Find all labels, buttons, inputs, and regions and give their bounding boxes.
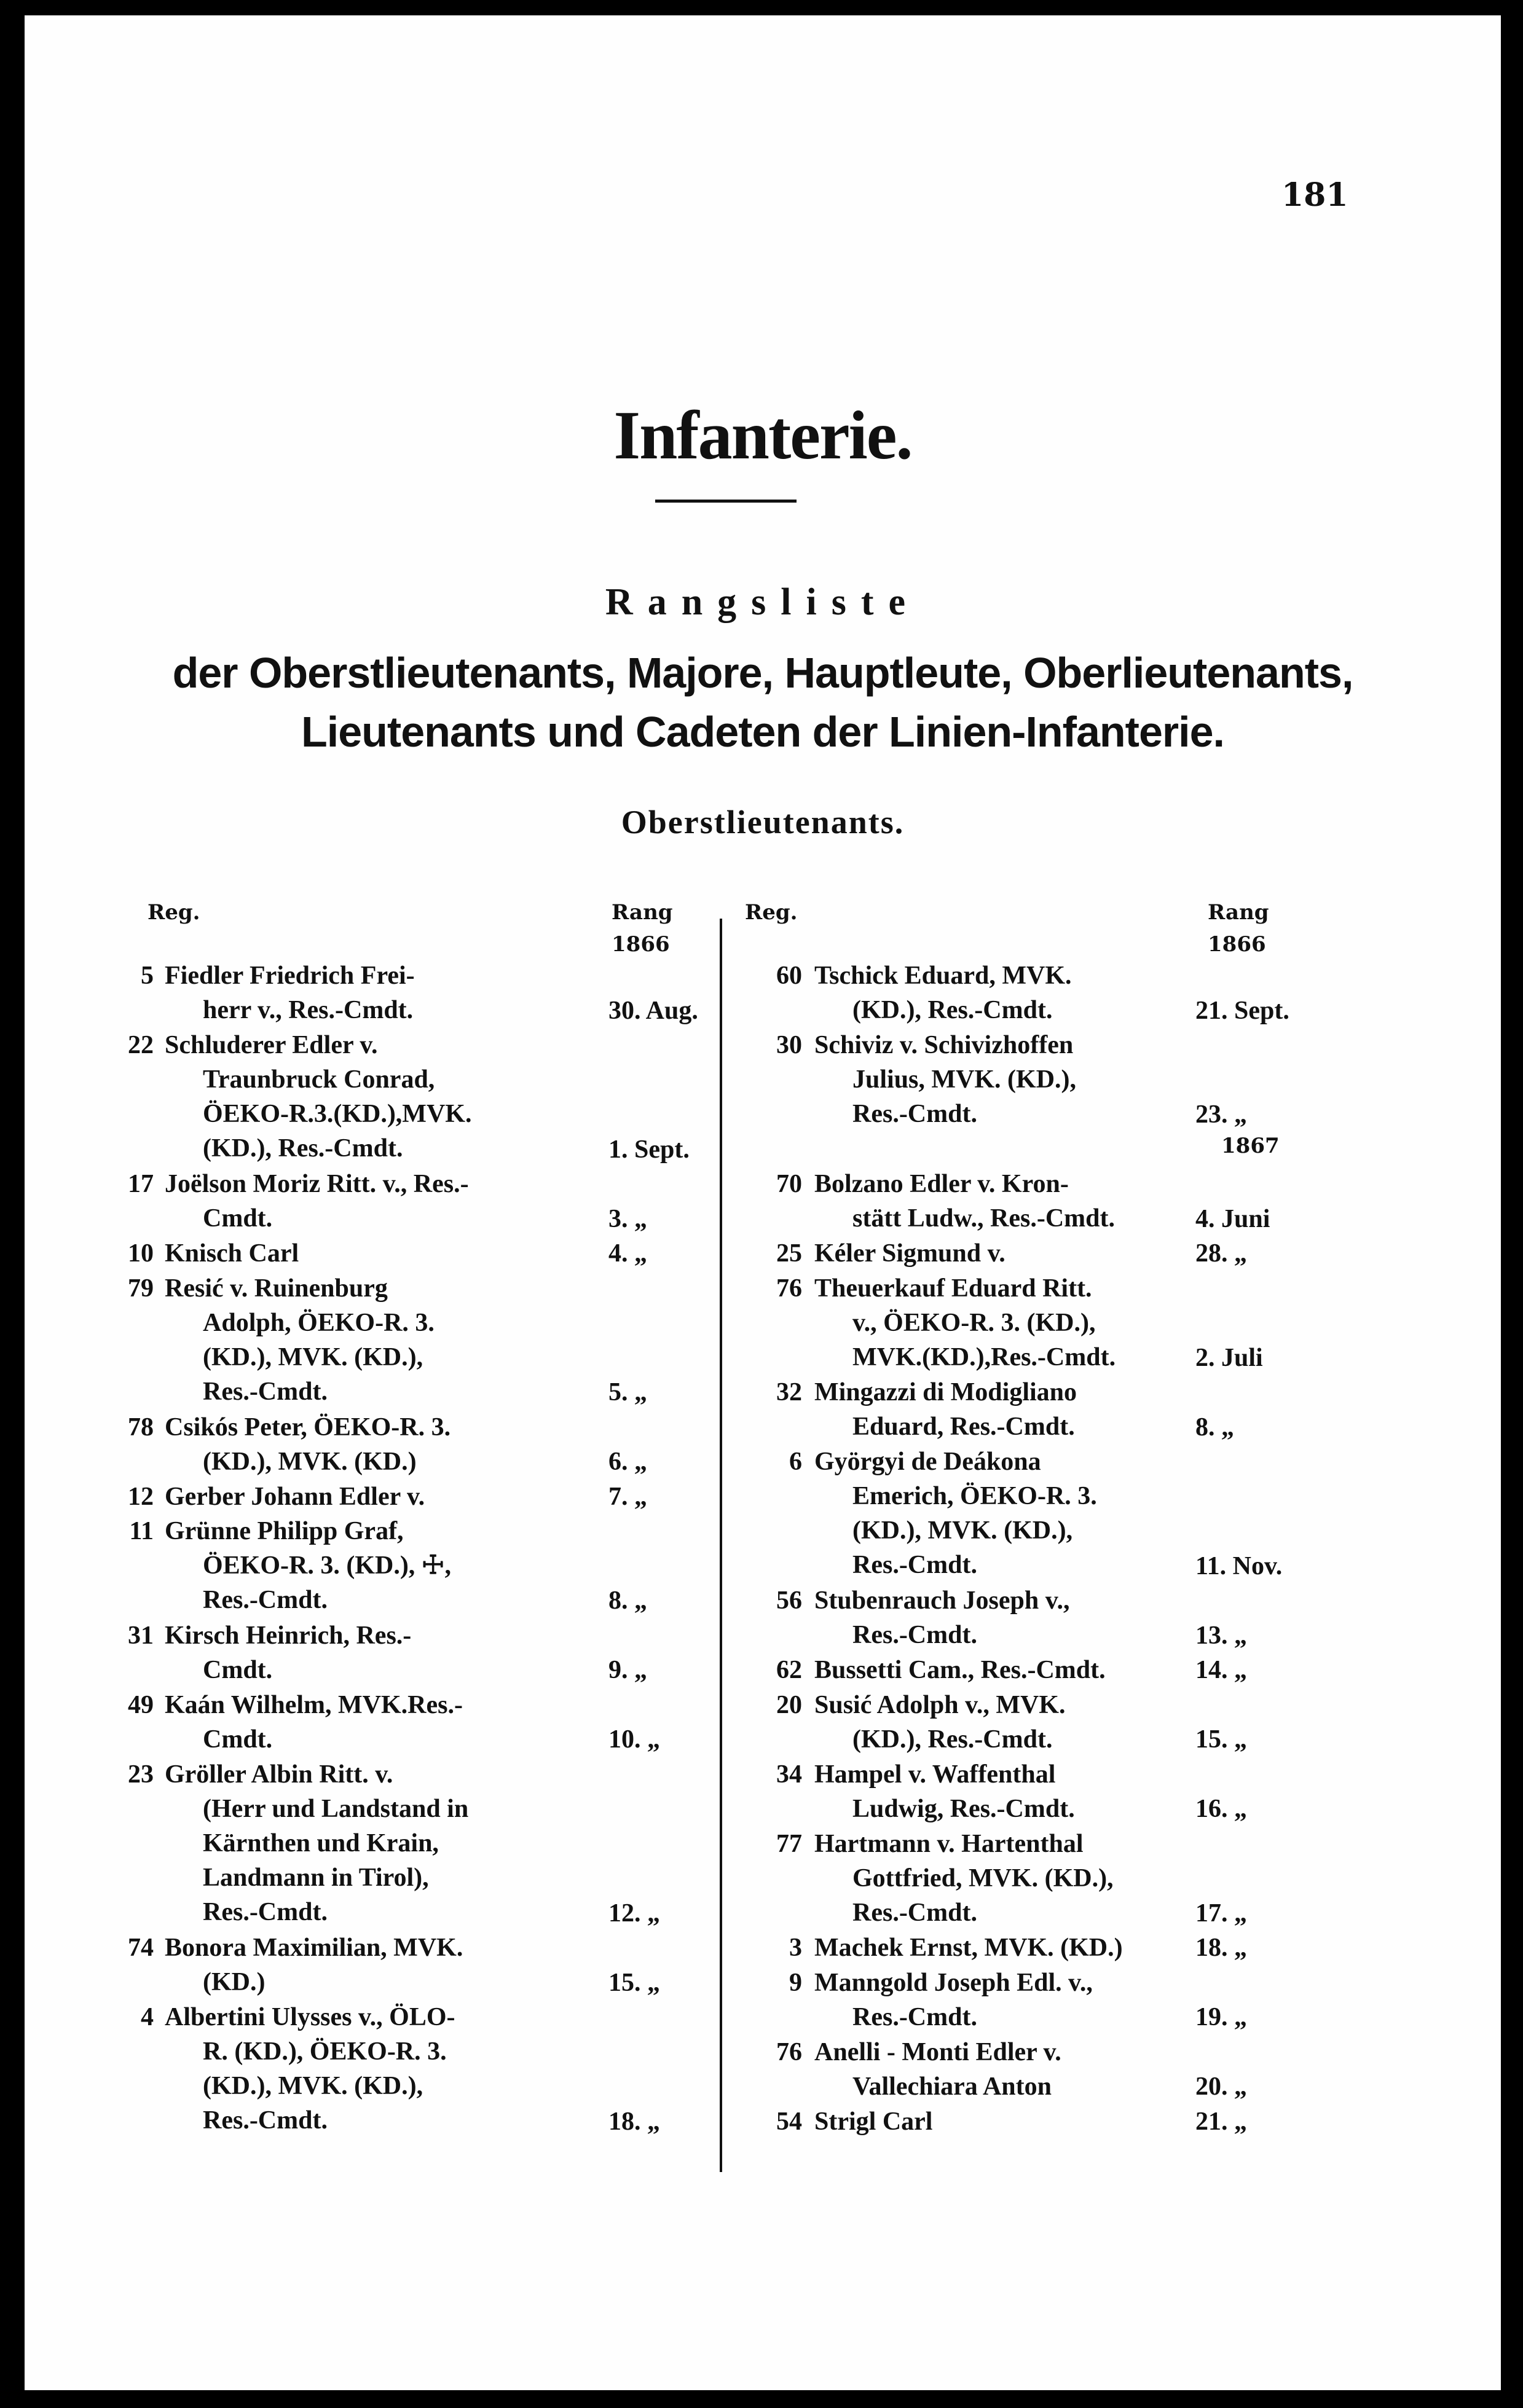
- entry-rank: 21. „: [1195, 2107, 1247, 2136]
- entry-line: Emerich, ÖEKO-R. 3.: [852, 1482, 1097, 1510]
- entry-line: herr v., Res.-Cmdt.: [203, 996, 414, 1024]
- right-rang-header: Rang: [1208, 900, 1269, 925]
- entry-line: Adolph, ÖEKO-R. 3.: [203, 1308, 435, 1337]
- entry-line: Anelli - Monti Edler v.: [814, 2037, 1061, 2066]
- entry-reg: 77: [776, 1829, 802, 1858]
- entry-line: Bussetti Cam., Res.-Cmdt.: [814, 1656, 1106, 1684]
- entry-rank: 15. „: [608, 1968, 660, 1997]
- entry-line: (KD.), Res.-Cmdt.: [852, 1725, 1053, 1754]
- entry-text: [165, 959, 415, 1027]
- entry-line: MVK.(KD.),Res.-Cmdt.: [852, 1343, 1116, 1371]
- entry-text: [814, 1028, 1076, 1131]
- entry-reg: 23: [128, 1760, 154, 1789]
- entry-line: Grünne Philipp Graf,: [165, 1517, 404, 1545]
- entry-reg: 12: [128, 1482, 154, 1511]
- entry-line: Cmdt.: [203, 1204, 273, 1233]
- entry-text: [814, 1688, 1065, 1757]
- entry-text: [165, 1410, 451, 1479]
- entry-rank: 28. „: [1195, 1239, 1247, 1268]
- entry-line: Tschick Eduard, MVK.: [814, 962, 1072, 990]
- entry-line: Fiedler Friedrich Frei-: [165, 962, 415, 990]
- entry-line: Gerber Johann Edler v.: [165, 1482, 425, 1511]
- subtitle-line: Lieutenants und Cadeten der Linien-Infanterie.: [301, 708, 1224, 756]
- entry-rank: 12. „: [608, 1899, 660, 1928]
- entry-reg: 4: [141, 2003, 154, 2031]
- entry-line: Mingazzi di Modigliano: [814, 1378, 1077, 1406]
- entry-reg: 3: [789, 1934, 802, 1962]
- entry-text: [165, 1271, 435, 1409]
- entry-line: (KD.), MVK. (KD.),: [852, 1516, 1073, 1545]
- entry-reg: 74: [128, 1934, 154, 1962]
- entry-line: Csikós Peter, ÖEKO-R. 3.: [165, 1413, 451, 1441]
- entry-rank: 6. „: [608, 1448, 647, 1476]
- entry-rank: 14. „: [1195, 1656, 1247, 1684]
- entry-reg: 76: [776, 1274, 802, 1303]
- entry-rank: 4. Juni: [1195, 1204, 1270, 1233]
- entry-line: Strigl Carl: [814, 2107, 933, 2136]
- entry-line: Res.-Cmdt.: [203, 2106, 328, 2135]
- heading: Rangsliste: [605, 581, 921, 623]
- entry-line: Resić v. Ruinenburg: [165, 1274, 388, 1303]
- entry-rank: 13. „: [1195, 1621, 1247, 1650]
- page-number: 181: [1281, 176, 1348, 214]
- entry-text: [814, 1966, 1093, 2034]
- entry-rank: 21. Sept.: [1195, 996, 1289, 1025]
- entry-reg: 5: [141, 962, 154, 990]
- entry-text: [165, 1618, 411, 1687]
- entry-rank: 30. Aug.: [608, 996, 698, 1025]
- entry-line: Gottfried, MVK. (KD.),: [852, 1864, 1114, 1892]
- entry-line: Res.-Cmdt.: [203, 1897, 328, 1926]
- entry-reg: 6: [789, 1448, 802, 1476]
- entry-rank: 7. „: [608, 1482, 647, 1511]
- entry-line: Schluderer Edler v.: [165, 1031, 378, 1059]
- entry-line: Machek Ernst, MVK. (KD.): [814, 1934, 1123, 1962]
- entry-text: [165, 1514, 451, 1617]
- entry-rank: 18. „: [1195, 1934, 1247, 1962]
- entry-line: Traunbruck Conrad,: [203, 1065, 435, 1094]
- page-title: Infanterie.: [613, 398, 912, 474]
- subtitle-line: der Oberstlieutenants, Majore, Hauptleute, Oberlieutenants,: [172, 649, 1353, 697]
- entry-text: [814, 1236, 1005, 1271]
- entry-line: Res.-Cmdt.: [852, 1551, 977, 1579]
- entry-rank: 1. Sept.: [608, 1135, 690, 1164]
- entry-line: Györgyi de Deákona: [814, 1448, 1041, 1476]
- entry-line: Hartmann v. Hartenthal: [814, 1829, 1084, 1858]
- entry-line: stätt Ludw., Res.-Cmdt.: [852, 1204, 1116, 1233]
- entry-line: ÖEKO-R.3.(KD.),MVK.: [203, 1100, 472, 1128]
- entry-line: (KD.), Res.-Cmdt.: [852, 996, 1053, 1024]
- entry-reg: 54: [776, 2107, 802, 2136]
- entry-line: Res.-Cmdt.: [852, 1898, 977, 1927]
- entry-rank: 11. Nov.: [1195, 1551, 1283, 1580]
- entry-text: [814, 1583, 1069, 1652]
- entry-text: [814, 1445, 1097, 1582]
- entry-reg: 32: [776, 1378, 802, 1406]
- entry-line: Knisch Carl: [165, 1239, 299, 1268]
- entry-line: Kärnthen und Krain,: [203, 1829, 439, 1857]
- entry-line: Vallechiara Anton: [852, 2072, 1052, 2101]
- entry-reg: 11: [129, 1517, 154, 1545]
- entry-text: [814, 1271, 1116, 1375]
- entry-text: [165, 1167, 469, 1236]
- entry-line: Theuerkauf Eduard Ritt.: [814, 1274, 1092, 1303]
- entry-line: Kaán Wilhelm, MVK.Res.-: [165, 1690, 463, 1719]
- entry-rank: 18. „: [608, 2107, 660, 2136]
- entry-reg: 10: [128, 1239, 154, 1268]
- entry-line: (Herr und Landstand in: [203, 1794, 469, 1823]
- entry-text: [814, 959, 1072, 1027]
- entry-text: [814, 1167, 1115, 1236]
- entry-line: Res.-Cmdt.: [852, 1100, 977, 1128]
- entry-line: Bolzano Edler v. Kron-: [814, 1170, 1069, 1198]
- entry-line: Cmdt.: [203, 1725, 273, 1754]
- entry-text: [165, 2000, 455, 2138]
- entry-line: Joëlson Moriz Ritt. v., Res.-: [165, 1170, 469, 1198]
- entry-reg: 49: [128, 1690, 154, 1719]
- entry-line: (KD.): [203, 1968, 266, 1996]
- entry-line: Res.-Cmdt.: [852, 2002, 977, 2031]
- entry-reg: 62: [776, 1656, 802, 1684]
- year-marker: 1867: [1221, 1133, 1280, 1158]
- entry-reg: 78: [128, 1413, 154, 1441]
- entry-rank: 2. Juli: [1195, 1343, 1263, 1372]
- entry-text: [814, 1827, 1114, 1930]
- right-year-header: 1866: [1208, 932, 1266, 957]
- left-year-header: 1866: [612, 932, 670, 957]
- entry-rank: 4. „: [608, 1239, 647, 1268]
- left-rang-header: Rang: [612, 900, 673, 925]
- page: [25, 15, 1501, 2390]
- entry-line: R. (KD.), ÖEKO-R. 3.: [203, 2037, 447, 2066]
- entry-line: v., ÖEKO-R. 3. (KD.),: [852, 1308, 1096, 1337]
- entry-reg: 30: [776, 1031, 802, 1059]
- entry-reg: 76: [776, 2037, 802, 2066]
- entry-line: Kirsch Heinrich, Res.-: [165, 1621, 412, 1650]
- entry-text: [814, 1757, 1075, 1826]
- entry-rank: 19. „: [1195, 2003, 1247, 2031]
- entry-text: [814, 1375, 1077, 1444]
- entry-text: [165, 1688, 463, 1757]
- entry-rank: 5. „: [608, 1378, 647, 1406]
- entry-line: Bonora Maximilian, MVK.: [165, 1934, 463, 1962]
- entry-line: (KD.), MVK. (KD.),: [203, 2072, 423, 2100]
- entry-text: [165, 1028, 471, 1166]
- entry-line: Res.-Cmdt.: [203, 1586, 328, 1614]
- entry-reg: 34: [776, 1760, 802, 1789]
- entry-rank: 8. „: [608, 1586, 647, 1615]
- entry-line: Julius, MVK. (KD.),: [852, 1065, 1077, 1094]
- entry-reg: 79: [128, 1274, 154, 1303]
- entry-reg: 60: [776, 962, 802, 990]
- entry-line: ÖEKO-R. 3. (KD.), ☩,: [203, 1551, 451, 1580]
- entry-rank: 9. „: [608, 1656, 647, 1684]
- entry-line: Susić Adolph v., MVK.: [814, 1690, 1066, 1719]
- entry-reg: 9: [789, 1968, 802, 1997]
- entry-text: [165, 1931, 463, 1999]
- entry-line: Hampel v. Waffenthal: [814, 1760, 1056, 1789]
- entry-reg: 17: [128, 1170, 154, 1198]
- entry-reg: 56: [776, 1586, 802, 1615]
- entry-text: [165, 1757, 468, 1929]
- entry-line: (KD.), MVK. (KD.): [203, 1447, 417, 1476]
- entry-line: Stubenrauch Joseph v.,: [814, 1586, 1070, 1615]
- entry-rank: 16. „: [1195, 1795, 1247, 1823]
- section-title: Oberstlieutenants.: [621, 804, 905, 841]
- entry-line: Landmann in Tirol),: [203, 1863, 429, 1892]
- entry-line: Eduard, Res.-Cmdt.: [852, 1413, 1075, 1441]
- entry-line: Res.-Cmdt.: [852, 1621, 977, 1649]
- title-rule: [655, 500, 797, 503]
- entry-line: (KD.), MVK. (KD.),: [203, 1343, 423, 1371]
- entry-reg: 20: [776, 1690, 802, 1719]
- entry-reg: 31: [128, 1621, 154, 1650]
- entry-text: [165, 1480, 425, 1514]
- entry-reg: 22: [128, 1031, 154, 1059]
- entry-rank: 23. „: [1195, 1100, 1247, 1129]
- entry-line: Gröller Albin Ritt. v.: [165, 1760, 393, 1789]
- entry-text: [814, 1931, 1123, 1965]
- entry-rank: 8. „: [1195, 1413, 1234, 1441]
- entry-line: Kéler Sigmund v.: [814, 1239, 1005, 1268]
- entry-line: Manngold Joseph Edl. v.,: [814, 1968, 1093, 1997]
- entry-rank: 20. „: [1195, 2073, 1247, 2101]
- right-reg-header: Reg.: [745, 900, 798, 925]
- entry-rank: 3. „: [608, 1204, 647, 1233]
- entry-line: Res.-Cmdt.: [203, 1377, 328, 1406]
- entry-rank: 15. „: [1195, 1725, 1247, 1754]
- entry-line: Schiviz v. Schivizhoffen: [814, 1031, 1074, 1059]
- entry-rank: 17. „: [1195, 1899, 1247, 1928]
- entry-line: (KD.), Res.-Cmdt.: [203, 1134, 403, 1163]
- entry-reg: 25: [776, 1239, 802, 1268]
- entry-rank: 10. „: [608, 1725, 660, 1754]
- entry-line: Cmdt.: [203, 1655, 273, 1684]
- entry-line: Albertini Ulysses v., ÖLO-: [165, 2003, 455, 2031]
- entry-text: [814, 2104, 932, 2139]
- entry-text: [165, 1236, 299, 1271]
- entry-text: [814, 1653, 1106, 1687]
- entry-reg: 70: [776, 1170, 802, 1198]
- entry-text: [814, 2035, 1061, 2104]
- left-reg-header: Reg.: [148, 900, 200, 925]
- entry-line: Ludwig, Res.-Cmdt.: [852, 1794, 1075, 1823]
